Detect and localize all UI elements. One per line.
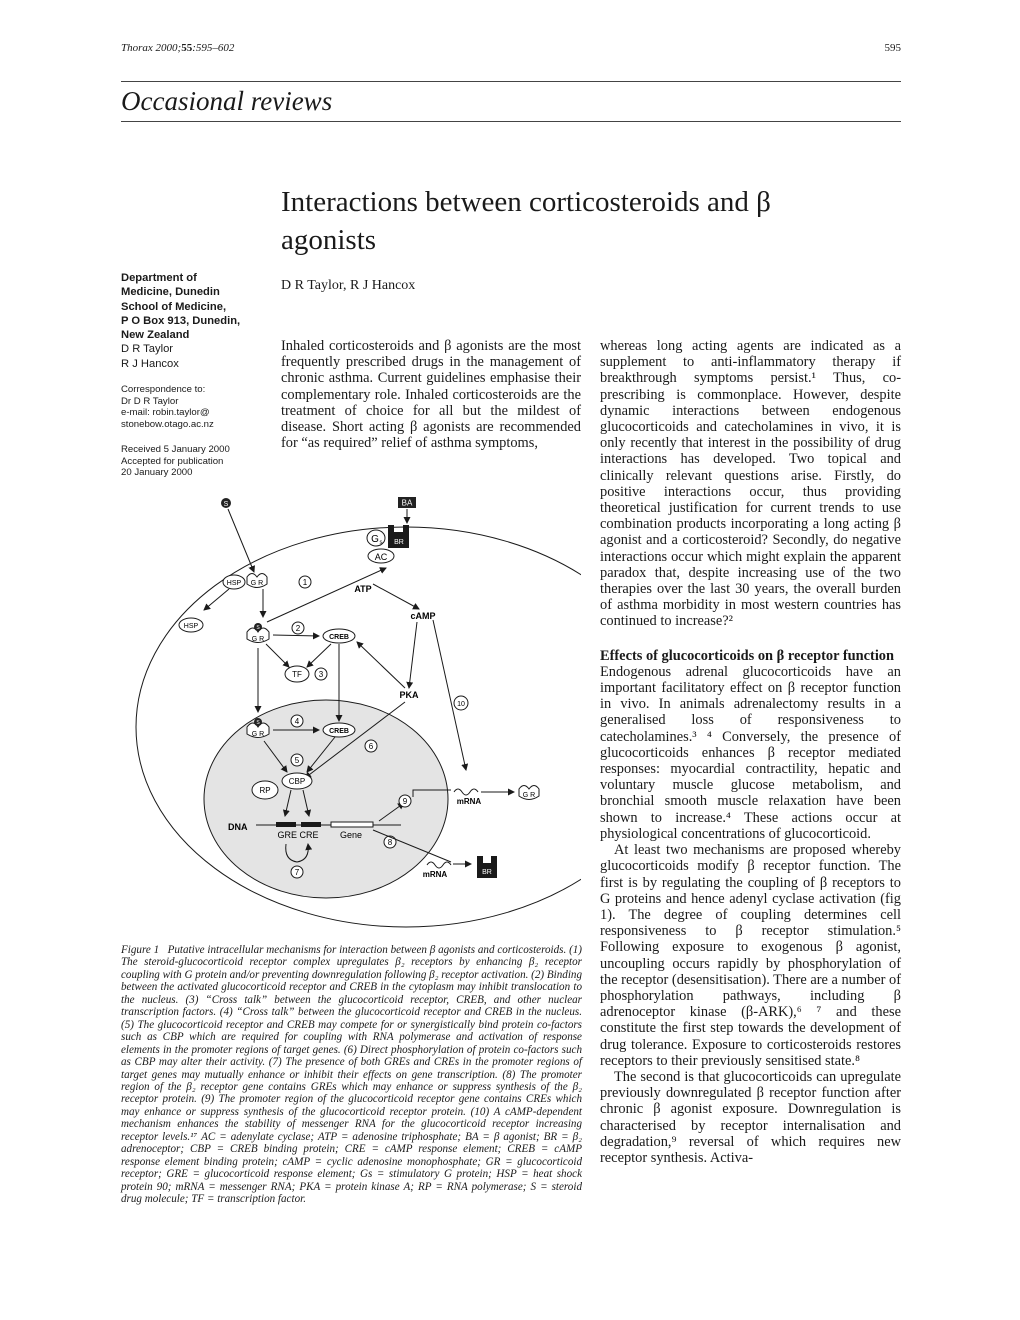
- affiliation-line: School of Medicine,: [121, 300, 227, 313]
- section-title: Occasional reviews: [121, 86, 333, 116]
- caption-label: Figure 1: [121, 944, 160, 956]
- label-gre-cre: GRE CRE: [277, 830, 319, 840]
- label-s: S: [223, 501, 229, 508]
- mrna-strand: [454, 789, 478, 795]
- journal-volume: 55: [181, 42, 193, 54]
- section-heading: Effects of glucocorticoids on β receptor function: [600, 647, 895, 664]
- correspondence-line: e-mail: robin.taylor@: [121, 407, 210, 419]
- step-number: 10: [457, 701, 465, 708]
- affiliation-author: D R Taylor: [121, 343, 174, 356]
- article-authors: D R Taylor, R J Hancox: [281, 278, 416, 293]
- right-column: [600, 338, 901, 1166]
- body-paragraph: whereas long acting agents are indicated as a supplement to anti-inflammatory therapy if breakthrough symptoms persist.¹ Thus, co-prescribing is commonplace. However, despite dynamic interactions between endogenous glucocorticoids and catecholamines in vivo, it is only recently that interest in the possibility of drug interactions has developed. Two topical and clinically relevant questions arise. Firstly, do positive interactions occur, thus providing theoretical justification for current trends to use combination products incorporating a long acting β agonist and a corticosteroid? Secondly, do negative interactions occur which might explain the apparent paradox that, despite increasing use of the two therapies over the last 30 years, the overall burden of asthma morbidity in most western countries has continued to increase?²: [600, 338, 901, 630]
- affiliation-line: Medicine, Dunedin: [121, 286, 220, 299]
- step-number: 7: [294, 868, 300, 877]
- journal-name: Thorax: [121, 42, 153, 54]
- affiliation-line: New Zealand: [121, 329, 190, 342]
- step-number: 5: [294, 756, 300, 765]
- step-number: 2: [295, 624, 301, 633]
- page-number: 595: [884, 42, 901, 54]
- journal-pages: :595–602: [192, 42, 235, 54]
- cre-element: [301, 822, 321, 827]
- label-creb: CREB: [329, 728, 349, 735]
- label-tf: TF: [292, 670, 302, 679]
- label-ac: AC: [374, 552, 388, 562]
- received-line: Accepted for publication: [121, 455, 224, 467]
- correspondence-line: Correspondence to:: [121, 384, 206, 395]
- correspondence-line: stonebow.otago.ac.nz: [121, 418, 214, 430]
- received-line: 20 January 2000: [121, 467, 193, 479]
- label-atp: ATP: [354, 584, 372, 594]
- step-number: 3: [318, 670, 324, 679]
- step-number: 9: [402, 797, 408, 806]
- label-br: BR: [394, 539, 404, 546]
- received-dates: [121, 444, 271, 479]
- label-creb: CREB: [329, 634, 349, 641]
- label-hsp: HSP: [226, 580, 242, 587]
- label-dna: DNA: [228, 822, 248, 832]
- label-gs-sub: s: [379, 540, 383, 546]
- header-rule-bottom: [121, 121, 901, 122]
- affiliation-author: R J Hancox: [121, 357, 179, 370]
- label-s: S: [256, 625, 260, 631]
- step-number: 6: [368, 742, 374, 751]
- affiliation: [121, 271, 271, 371]
- article-title: Interactions between corticosteroids and β agonists: [281, 186, 771, 256]
- mrna-strand: [427, 862, 451, 868]
- caption-text: Putative intracellular mechanisms for interaction between β agonists and corticosteroids. (1) The steroid-glucocorticoid receptor complex upregulates β₂ receptors by enhancing β₂ receptor coupling with G protein and/or preventing downregulation following β₂ receptor activation. (2) Binding between the activated glucocorticoid receptor and CREB in the cytoplasm may inhibit translocation to the nucleus. (3) “Cross talk” between the glucocorticoid receptor, CREB, and other nuclear transcription factors. (4) “Cross talk” between the glucocorticoid receptor and CREB in the nucleus. (5) The glucocorticoid receptor and CREB may compete for or synergistically bind protein co-factors such as CBP which are required for coupling with RNA polymerase and activation of response elements in the promoter regions of target genes. (6) Direct phosphorylation of protein co-factors such as CBP may alter their activity. (7) The presence of both GREs and CREs in the promoter regions of target genes may mutually enhance or inhibit their effects on gene transcription. (8) The promoter region of the β₂ receptor gene contains GREs which may enhance or suppress synthesis of the β₂ receptor protein. (9) The promoter region of the glucocorticoid receptor gene contains CREs which may enhance or suppress synthesis of the glucocorticoid receptor protein. (10) A cAMP-dependent mechanism enhances the stability of messenger RNA for the glucocorticoid receptor increasing receptor levels.¹⁷ AC = adenylate cyclase; ATP = adenosine triphosphate; BA = β agonist; BR = β₂ adrenoceptor; CBP = CREB binding protein; CRE = cAMP response element; CREB = cAMP response element binding protein; cAMP = cyclic adenosine monophosphate; GR = glucocorticoid receptor; GRE = glucocorticoid response element; Gs = stimulatory G protein; HSP = heat shock protein 90; mRNA = messenger RNA; PKA = protein kinase A; RP = RNA polymerase; S = steroid drug molecule; TF = transcription factor.: [121, 944, 583, 1206]
- label-ba: BA: [401, 498, 413, 508]
- journal-year: 2000;: [155, 42, 182, 54]
- header-rule-top: [121, 81, 901, 82]
- intro-paragraph: Inhaled corticosteroids and β agonists are the most frequently prescribed drugs in the management of chronic asthma. Current guidelines emphasise their complementary role. Inhaled corticosteroids are the treatment of choice for all but the mildest of disease. Short acting β agonists are recommended for “as required” relief of asthma symptoms,: [281, 338, 581, 452]
- label-mrna: mRNA: [422, 870, 448, 879]
- label-gr: G R: [522, 792, 536, 799]
- label-hsp: HSP: [183, 623, 199, 630]
- label-br: BR: [482, 869, 492, 876]
- label-gene: Gene: [339, 830, 363, 840]
- body-paragraph: Endogenous adrenal glucocorticoids have an important facilitatory effect on β receptor function in vivo. In animals adrenalectomy results in a generalised loss of responsiveness to catecholamines.³ ⁴ Conversely, the presence of glucocorticoids enhances β receptor mediated responses: myocardial contractility, hepatic and voluntary muscle glucose metabolism, and bronchial smooth muscle relaxation have been shown to increase.⁴ These actions occur at physiological concentrations of glucocorticoid.: [600, 663, 901, 842]
- label-pka: PKA: [399, 690, 419, 700]
- body-paragraph: The second is that glucocorticoids can upregulate previously downregulated β receptor function after chronic β agonist exposure. Downregulation is characterised by receptor internalisation and degradation,⁹ reversal of which requires new receptor synthesis. Activa-: [600, 1068, 901, 1166]
- step-number: 1: [302, 578, 308, 587]
- figure-diagram: [121, 492, 581, 932]
- affiliation-line: P O Box 913, Dunedin,: [121, 314, 241, 327]
- label-cbp: CBP: [288, 777, 306, 786]
- label-mrna: mRNA: [456, 797, 482, 806]
- received-line: Received 5 January 2000: [121, 444, 230, 455]
- label-rp: RP: [259, 786, 271, 795]
- label-gs: G: [371, 534, 379, 545]
- gene: [331, 822, 373, 827]
- figure-caption: [121, 944, 582, 1206]
- label-camp: cAMP: [410, 611, 436, 621]
- label-s: S: [256, 720, 260, 726]
- body-paragraph: At least two mechanisms are proposed whereby glucocorticoids modify β receptor function. The first is by regulating the coupling of β receptors to G proteins and hence adenyl cyclase activation (fig 1). The degree of coupling determines cell responsiveness to β receptor stimulation.⁵ Following exposure to exogenous β agonist, uncoupling occurs rapidly by phosphorylation of the receptor (desensitisation). There are a number of phosphorylation pathways, including β adrenoceptor kinase (β-ARK),⁶ ⁷ and these constitute the first step towards the development of drug tolerance. Exposure to corticosteroids restores receptors to their previously sensitised state.⁸: [600, 842, 902, 1069]
- label-gr: G R: [251, 636, 265, 643]
- intro-column: [281, 338, 581, 451]
- label-gr: G R: [251, 731, 265, 738]
- label-gr: G R: [250, 580, 264, 587]
- correspondence: [121, 384, 271, 430]
- gre-element: [276, 822, 296, 827]
- step-number: 4: [294, 717, 300, 726]
- correspondence-line: Dr D R Taylor: [121, 395, 179, 407]
- affiliation-line: Department of: [121, 272, 197, 284]
- step-number: 8: [387, 838, 393, 847]
- journal-citation: [121, 42, 234, 54]
